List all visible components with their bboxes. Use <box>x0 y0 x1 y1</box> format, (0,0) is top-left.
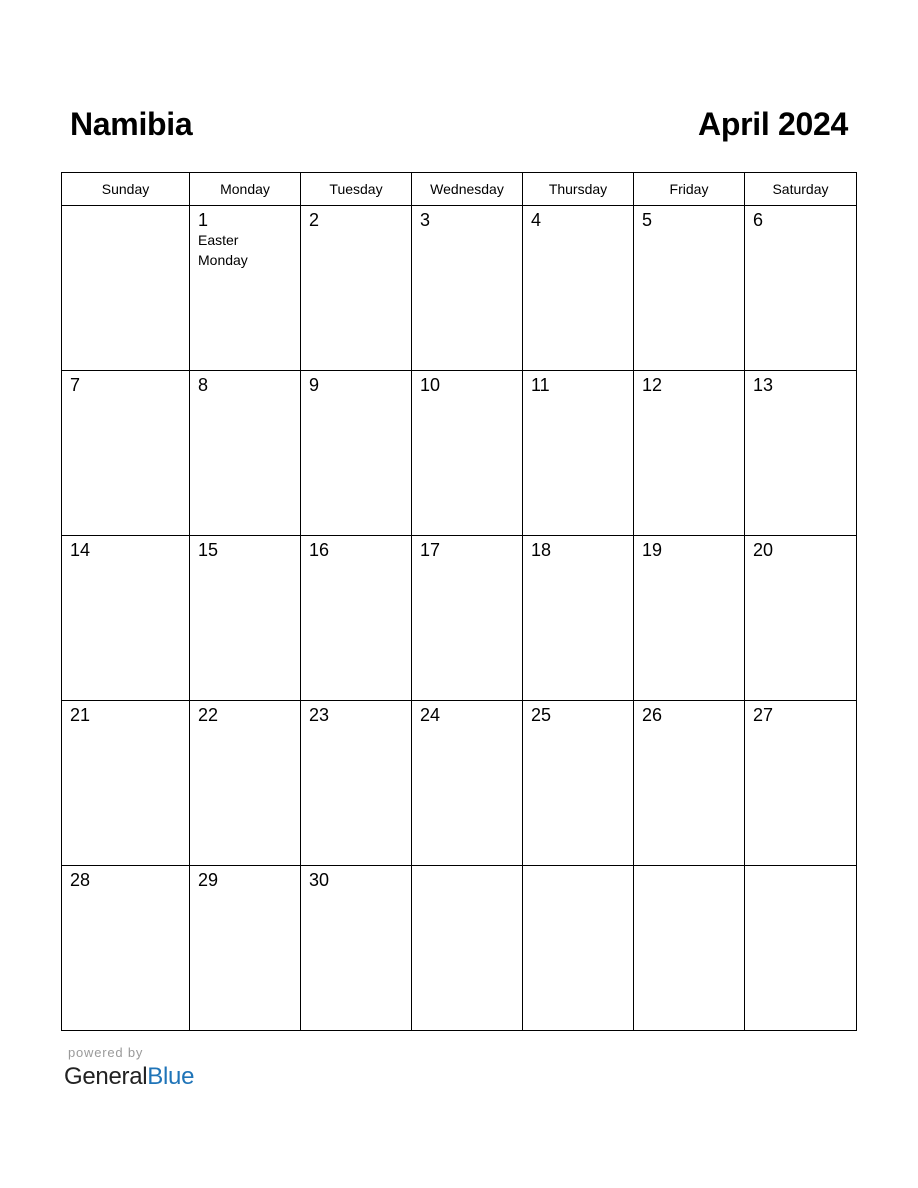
day-cell <box>745 701 857 866</box>
weekday-header: Saturday <box>745 173 857 206</box>
day-number: 30 <box>309 870 330 890</box>
day-cell <box>190 866 301 1031</box>
day-cell <box>62 206 190 371</box>
brand-name-blue: Blue <box>147 1063 195 1090</box>
day-number: 7 <box>70 375 81 395</box>
day-number: 24 <box>420 705 441 725</box>
day-cell <box>634 371 745 536</box>
footer <box>64 1045 194 1093</box>
day-cell <box>62 371 190 536</box>
day-cell <box>634 701 745 866</box>
day-cell <box>634 206 745 371</box>
day-cell <box>412 206 523 371</box>
day-cell <box>190 371 301 536</box>
day-number <box>745 866 856 870</box>
day-number <box>62 206 189 210</box>
weekday-header: Monday <box>190 173 301 206</box>
month-year-title: April 2024 <box>698 106 848 142</box>
brand-logo[interactable] <box>64 1061 194 1093</box>
day-number: 10 <box>420 375 441 395</box>
day-cell <box>523 206 634 371</box>
day-cell <box>745 206 857 371</box>
day-cell <box>745 536 857 701</box>
day-cell <box>62 701 190 866</box>
weekday-header: Wednesday <box>412 173 523 206</box>
day-number: 12 <box>642 375 663 395</box>
day-number: 15 <box>198 540 219 560</box>
day-cell <box>190 701 301 866</box>
weekday-header: Tuesday <box>301 173 412 206</box>
day-number <box>412 866 522 870</box>
day-number: 14 <box>70 540 91 560</box>
week-row <box>62 536 857 701</box>
day-number: 26 <box>642 705 663 725</box>
day-number: 18 <box>531 540 552 560</box>
day-number: 19 <box>642 540 663 560</box>
day-cell <box>190 206 301 371</box>
day-number: 23 <box>309 705 330 725</box>
weekday-header: Sunday <box>62 173 190 206</box>
day-number: 11 <box>531 375 550 395</box>
day-number <box>523 866 633 870</box>
country-title: Namibia <box>70 106 193 142</box>
calendar-grid <box>61 172 857 1031</box>
day-cell <box>634 866 745 1031</box>
day-cell <box>412 371 523 536</box>
week-row <box>62 866 857 1031</box>
day-cell <box>523 866 634 1031</box>
weekday-header: Friday <box>634 173 745 206</box>
day-number: 28 <box>70 870 91 890</box>
day-number: 22 <box>198 705 219 725</box>
day-number: 17 <box>420 540 441 560</box>
day-cell <box>301 536 412 701</box>
holiday-label: Easter Monday <box>198 232 248 268</box>
day-cell <box>412 536 523 701</box>
day-number: 13 <box>753 375 774 395</box>
day-cell <box>634 536 745 701</box>
weekday-header: Thursday <box>523 173 634 206</box>
day-number: 20 <box>753 540 774 560</box>
day-cell <box>523 536 634 701</box>
day-cell <box>301 866 412 1031</box>
day-number: 8 <box>198 375 209 395</box>
day-number: 16 <box>309 540 330 560</box>
brand-name-general: General <box>64 1063 148 1090</box>
week-row <box>62 701 857 866</box>
day-number: 29 <box>198 870 219 890</box>
powered-by-label: powered by <box>68 1045 144 1060</box>
weekday-header-row <box>62 173 857 206</box>
week-row <box>62 371 857 536</box>
day-number: 4 <box>531 210 542 230</box>
day-number: 9 <box>309 375 320 395</box>
day-cell <box>745 866 857 1031</box>
day-cell <box>301 701 412 866</box>
day-cell <box>301 371 412 536</box>
day-cell <box>523 371 634 536</box>
week-row <box>62 206 857 371</box>
day-cell <box>301 206 412 371</box>
day-number: 1 <box>198 210 209 230</box>
day-number: 3 <box>420 210 431 230</box>
day-number: 5 <box>642 210 653 230</box>
day-cell <box>745 371 857 536</box>
day-cell <box>190 536 301 701</box>
day-number: 25 <box>531 705 552 725</box>
day-cell <box>62 866 190 1031</box>
day-cell <box>62 536 190 701</box>
day-cell <box>412 701 523 866</box>
day-number: 2 <box>309 210 320 230</box>
day-number <box>634 866 744 870</box>
day-cell <box>523 701 634 866</box>
day-number: 27 <box>753 705 774 725</box>
day-number: 6 <box>753 210 764 230</box>
day-cell <box>412 866 523 1031</box>
day-number: 21 <box>70 705 91 725</box>
